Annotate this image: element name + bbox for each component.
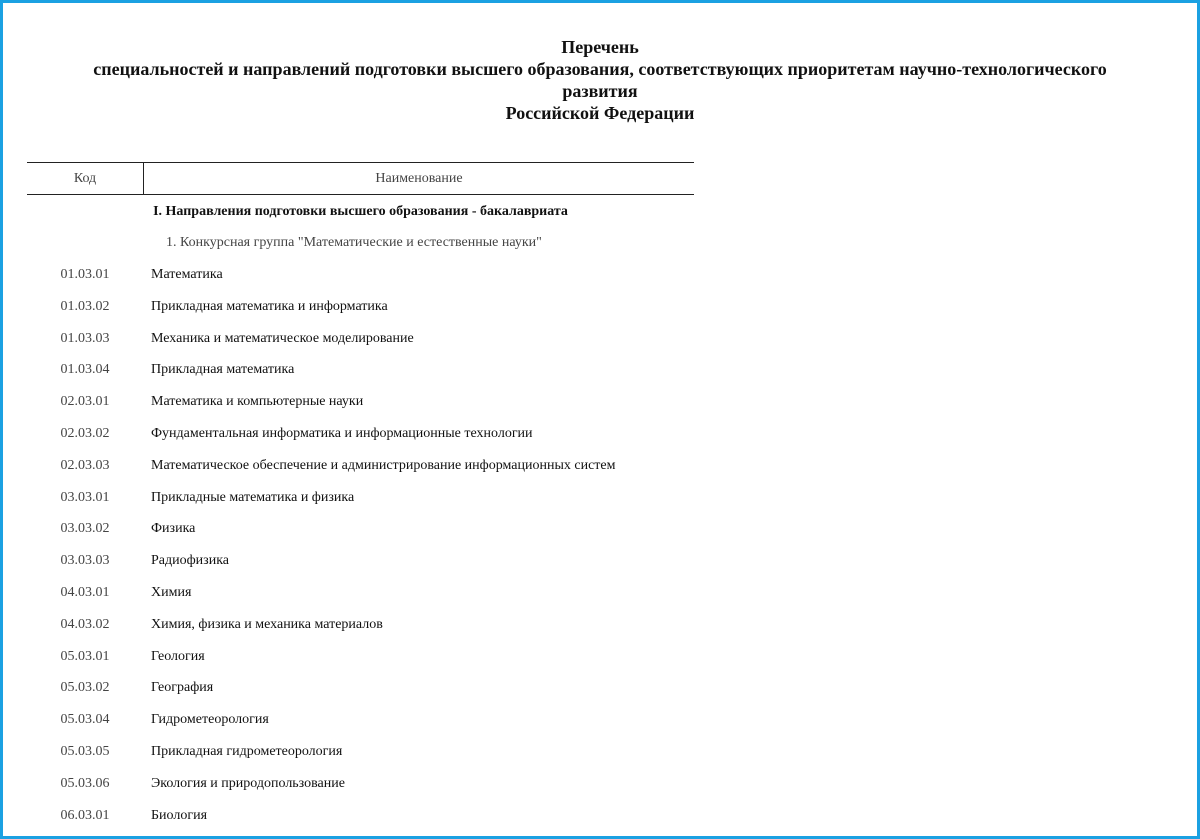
table-header: [27, 162, 694, 195]
row-code: 01.03.01: [60, 267, 110, 282]
table-row: [27, 259, 694, 291]
title-line: Перечень: [561, 37, 639, 57]
row-name: Прикладная математика и информатика: [151, 298, 388, 314]
row-code: 05.03.04: [60, 712, 110, 728]
row-name: Физика: [151, 521, 196, 537]
row-code: 01.03.03: [60, 330, 110, 346]
table-row: [27, 482, 694, 514]
table-row: [27, 418, 694, 450]
table-row: [27, 768, 694, 800]
table-row: [27, 291, 694, 323]
table-body: [27, 259, 694, 831]
row-name: Биология: [151, 807, 208, 823]
header-code: Код: [27, 163, 144, 194]
row-code: 03.03.01: [60, 489, 110, 505]
section-heading: I. Направления подготовки высшего образования - бакалавриата: [153, 204, 568, 219]
title-line: развития: [562, 81, 638, 101]
table-row: [27, 736, 694, 768]
row-name: Фундаментальная информатика и информационные технологии: [151, 425, 533, 441]
table-row: [27, 386, 694, 418]
row-name: Прикладная математика: [151, 362, 295, 378]
table-row: [27, 672, 694, 704]
row-code: 05.03.05: [60, 743, 110, 759]
table-row: [27, 450, 694, 482]
header-name: Наименование: [375, 170, 463, 186]
table-row: [27, 323, 694, 355]
table-row: [27, 704, 694, 736]
title-line: специальностей и направлений подготовки высшего образования, соответствующих приоритетам научно-технологического: [93, 59, 1107, 79]
row-name: Химия: [151, 584, 192, 600]
table-row: [27, 354, 694, 386]
table-row: [27, 800, 694, 832]
row-name: Экология и природопользование: [151, 775, 345, 791]
table-row: [27, 513, 694, 545]
row-name: Прикладные математика и физика: [151, 489, 355, 505]
row-code: 03.03.02: [60, 521, 110, 537]
row-code: 05.03.02: [60, 680, 110, 696]
row-name: Математическое обеспечение и администрирование информационных систем: [151, 457, 616, 473]
row-code: 03.03.03: [60, 553, 110, 569]
table-row: [27, 577, 694, 609]
row-code: 02.03.02: [60, 425, 110, 441]
row-code: 05.03.06: [60, 775, 110, 791]
row-name: Геология: [151, 648, 205, 664]
row-name: Прикладная гидрометеорология: [151, 743, 343, 759]
row-code: 06.03.01: [60, 807, 110, 823]
row-name: Математика: [151, 267, 223, 282]
row-code: 02.03.01: [60, 394, 110, 410]
row-name: Гидрометеорология: [151, 712, 269, 728]
specialties-table: [27, 162, 694, 831]
row-name: Математика и компьютерные науки: [151, 394, 364, 410]
row-code: 01.03.02: [60, 298, 110, 314]
row-name: Радиофизика: [151, 553, 230, 569]
group-heading: 1. Конкурсная группа "Математические и естественные науки": [166, 235, 542, 250]
table-row: [27, 545, 694, 577]
document-title: [3, 36, 1197, 124]
row-name: Механика и математическое моделирование: [151, 330, 414, 346]
title-line: Российской Федерации: [505, 103, 695, 123]
row-code: 04.03.02: [60, 616, 110, 632]
row-name: Химия, физика и механика материалов: [151, 616, 383, 632]
row-name: География: [151, 680, 214, 696]
table-row: [27, 641, 694, 673]
row-code: 05.03.01: [60, 648, 110, 664]
row-code: 02.03.03: [60, 457, 110, 473]
table-row: [27, 609, 694, 641]
row-code: 04.03.01: [60, 584, 110, 600]
row-code: 01.03.04: [60, 362, 110, 378]
